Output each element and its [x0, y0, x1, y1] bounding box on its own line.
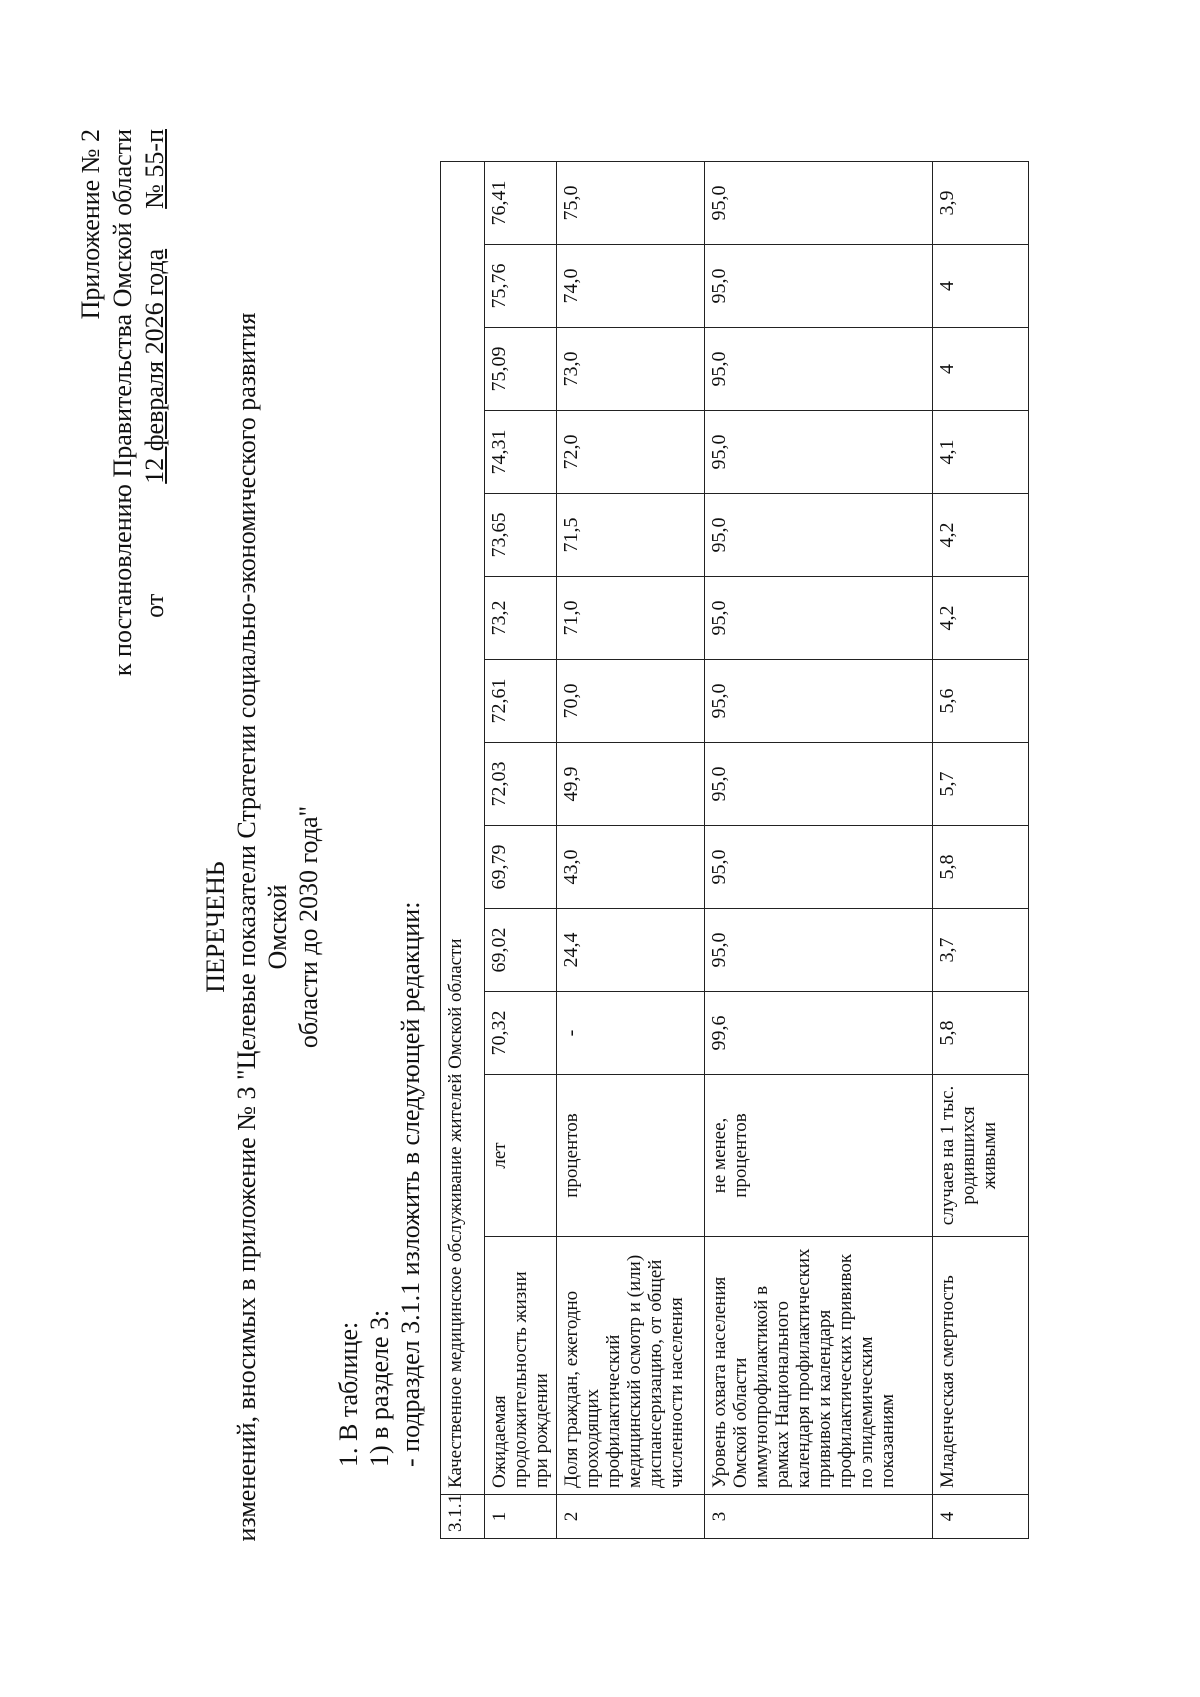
value-cell: 5,6 — [933, 660, 1029, 743]
appendix-date-line — [139, 129, 171, 676]
intro-item-3: - подраздел 3.1.1 изложить в следующей редакции: — [396, 901, 425, 1467]
row-number: 4 — [933, 1495, 1029, 1539]
table-row — [933, 161, 1029, 1538]
value-cell: 95,0 — [705, 577, 933, 660]
document-title — [200, 267, 324, 1587]
section-number: 3.1.1 — [441, 1495, 485, 1539]
value-cell: 95,0 — [705, 245, 933, 328]
value-cell: 95,0 — [705, 909, 933, 992]
value-cell: 95,0 — [705, 494, 933, 577]
row-number: 1 — [485, 1495, 557, 1539]
value-cell: 74,0 — [557, 245, 705, 328]
intro-item-1: 1. В таблице: — [334, 1321, 363, 1467]
indicator-name: Уровень охвата населения Омской области иммунопрофилактикой в рамках Национального календаря профилактических прививок и календаря профилактических прививок по эпидемическим показаниям — [705, 1237, 933, 1495]
value-cell: 71,5 — [557, 494, 705, 577]
title-line-1: изменений, вносимых в приложение № 3 "Целевые показатели Стратегии социально-экономического развития Омской — [232, 312, 292, 1542]
unit-cell: случаев на 1 тыс. родившихся живыми — [933, 1075, 1029, 1237]
value-cell: 4,2 — [933, 494, 1029, 577]
indicators-table — [440, 161, 1029, 1539]
value-cell: 69,79 — [485, 826, 557, 909]
appendix-decree: к постановлению Правительства Омской области — [108, 129, 137, 677]
title-heading: ПЕРЕЧЕНЬ — [201, 861, 230, 993]
table-row — [485, 161, 557, 1538]
value-cell: 95,0 — [705, 328, 933, 411]
value-cell: 75,76 — [485, 245, 557, 328]
value-cell: 24,4 — [557, 909, 705, 992]
value-cell: 70,32 — [485, 992, 557, 1075]
value-cell: 4 — [933, 328, 1029, 411]
unit-cell: лет — [485, 1075, 557, 1237]
value-cell: 73,0 — [557, 328, 705, 411]
unit-cell: не менее, процентов — [705, 1075, 933, 1237]
value-cell: 3,9 — [933, 161, 1029, 244]
value-cell: 4,2 — [933, 577, 1029, 660]
value-cell: - — [557, 992, 705, 1075]
value-cell: 5,7 — [933, 743, 1029, 826]
value-cell: 43,0 — [557, 826, 705, 909]
section-title: Качественное медицинское обслуживание жителей Омской области — [441, 161, 485, 1494]
value-cell: 95,0 — [705, 660, 933, 743]
value-cell: 71,0 — [557, 577, 705, 660]
appendix-date: 12 февраля 2026 года — [140, 248, 169, 484]
value-cell: 69,02 — [485, 909, 557, 992]
value-cell: 95,0 — [705, 743, 933, 826]
value-cell: 49,9 — [557, 743, 705, 826]
appendix-number: № 55-п — [140, 129, 169, 209]
value-cell: 5,8 — [933, 826, 1029, 909]
appendix-title: Приложение № 2 — [76, 129, 105, 320]
value-cell: 76,41 — [485, 161, 557, 244]
value-cell: 72,61 — [485, 660, 557, 743]
value-cell: 72,0 — [557, 411, 705, 494]
indicator-name: Доля граждан, ежегодно проходящих профилактический медицинский осмотр и (или) диспансеризацию, от общей численности населения — [557, 1237, 705, 1495]
value-cell: 74,31 — [485, 411, 557, 494]
value-cell: 72,03 — [485, 743, 557, 826]
value-cell: 4 — [933, 245, 1029, 328]
value-cell: 75,0 — [557, 161, 705, 244]
indicator-name: Ожидаемая продолжительность жизни при рождении — [485, 1237, 557, 1495]
value-cell: 95,0 — [705, 161, 933, 244]
value-cell: 99,6 — [705, 992, 933, 1075]
value-cell: 5,8 — [933, 992, 1029, 1075]
row-number: 2 — [557, 1495, 705, 1539]
appendix-header — [75, 129, 171, 676]
table-row — [705, 161, 933, 1538]
value-cell: 73,2 — [485, 577, 557, 660]
row-number: 3 — [705, 1495, 933, 1539]
title-line-2: области до 2030 года" — [294, 805, 323, 1049]
value-cell: 75,09 — [485, 328, 557, 411]
value-cell: 3,7 — [933, 909, 1029, 992]
unit-cell: процентов — [557, 1075, 705, 1237]
value-cell: 95,0 — [705, 411, 933, 494]
value-cell: 73,65 — [485, 494, 557, 577]
intro-text — [333, 902, 426, 1467]
value-cell: 95,0 — [705, 826, 933, 909]
indicator-name: Младенческая смертность — [933, 1237, 1029, 1495]
section-row — [441, 161, 485, 1538]
table-row — [557, 161, 705, 1538]
intro-item-2: 1) в разделе 3: — [365, 1309, 394, 1467]
appendix-date-prefix: от — [140, 593, 169, 618]
value-cell: 70,0 — [557, 660, 705, 743]
value-cell: 4,1 — [933, 411, 1029, 494]
